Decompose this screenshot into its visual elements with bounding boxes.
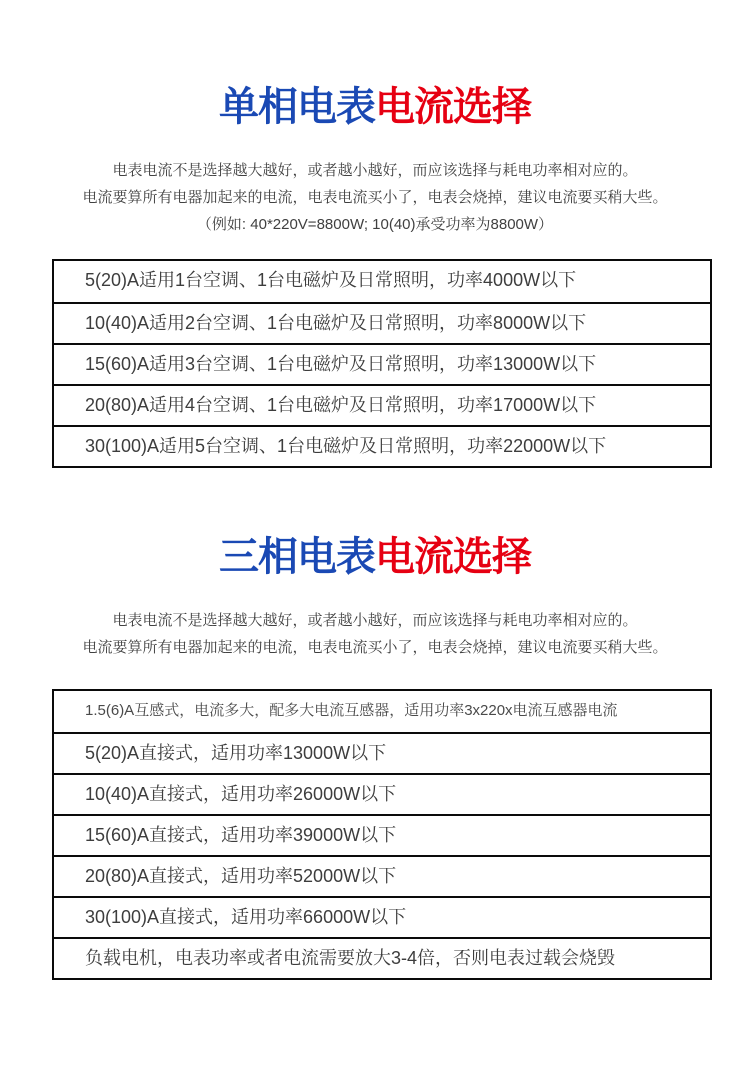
description-line: （例如: 40*220V=8800W; 10(40)承受功率为8800W）: [196, 216, 554, 234]
section-title-single-phase: [0, 0, 750, 131]
description-line: 电流要算所有电器加起来的电流，电表电流买小了，电表会烧掉，建议电流要买稍大些。: [82, 639, 668, 657]
table-row: 5(20)A直接式，适用功率13000W以下: [54, 732, 710, 773]
title-part-meter-type: 三相电表: [219, 535, 375, 580]
table-row: 20(80)A适用4台空调、1台电磁炉及日常照明，功率17000W以下: [54, 384, 710, 425]
single-phase-current-table: [52, 259, 712, 468]
table-row: 20(80)A直接式，适用功率52000W以下: [54, 855, 710, 896]
section-description-single-phase: [0, 157, 750, 238]
section-title-three-phase: [0, 468, 750, 581]
description-line: 电流要算所有电器加起来的电流，电表电流买小了，电表会烧掉，建议电流要买稍大些。: [82, 189, 668, 207]
description-line: 电表电流不是选择越大越好，或者越小越好，而应该选择与耗电功率相对应的。: [112, 612, 638, 630]
title-part-current-selection: 电流选择: [375, 85, 531, 129]
title-part-current-selection: 电流选择: [375, 535, 531, 580]
table-row: 10(40)A直接式，适用功率26000W以下: [54, 773, 710, 814]
section-description-three-phase: [0, 607, 750, 661]
table-row: 15(60)A直接式，适用功率39000W以下: [54, 814, 710, 855]
three-phase-current-table: [52, 689, 712, 980]
table-row: 30(100)A直接式，适用功率66000W以下: [54, 896, 710, 937]
table-row: 1.5(6)A互感式，电流多大，配多大电流互感器，适用功率3x220x电流互感器电流: [85, 702, 618, 720]
title-part-meter-type: 单相电表: [219, 85, 375, 129]
section-single-phase: [0, 0, 750, 468]
section-three-phase: [0, 468, 750, 980]
table-row: 15(60)A适用3台空调、1台电磁炉及日常照明，功率13000W以下: [54, 343, 710, 384]
table-row: 10(40)A适用2台空调、1台电磁炉及日常照明，功率8000W以下: [54, 302, 710, 343]
description-line: 电表电流不是选择越大越好，或者越小越好，而应该选择与耗电功率相对应的。: [112, 162, 638, 180]
table-row: 30(100)A适用5台空调、1台电磁炉及日常照明，功率22000W以下: [54, 425, 710, 466]
table-row: 5(20)A适用1台空调、1台电磁炉及日常照明，功率4000W以下: [85, 270, 577, 291]
table-row: 负载电机，电表功率或者电流需要放大3-4倍，否则电表过载会烧毁: [54, 937, 710, 978]
